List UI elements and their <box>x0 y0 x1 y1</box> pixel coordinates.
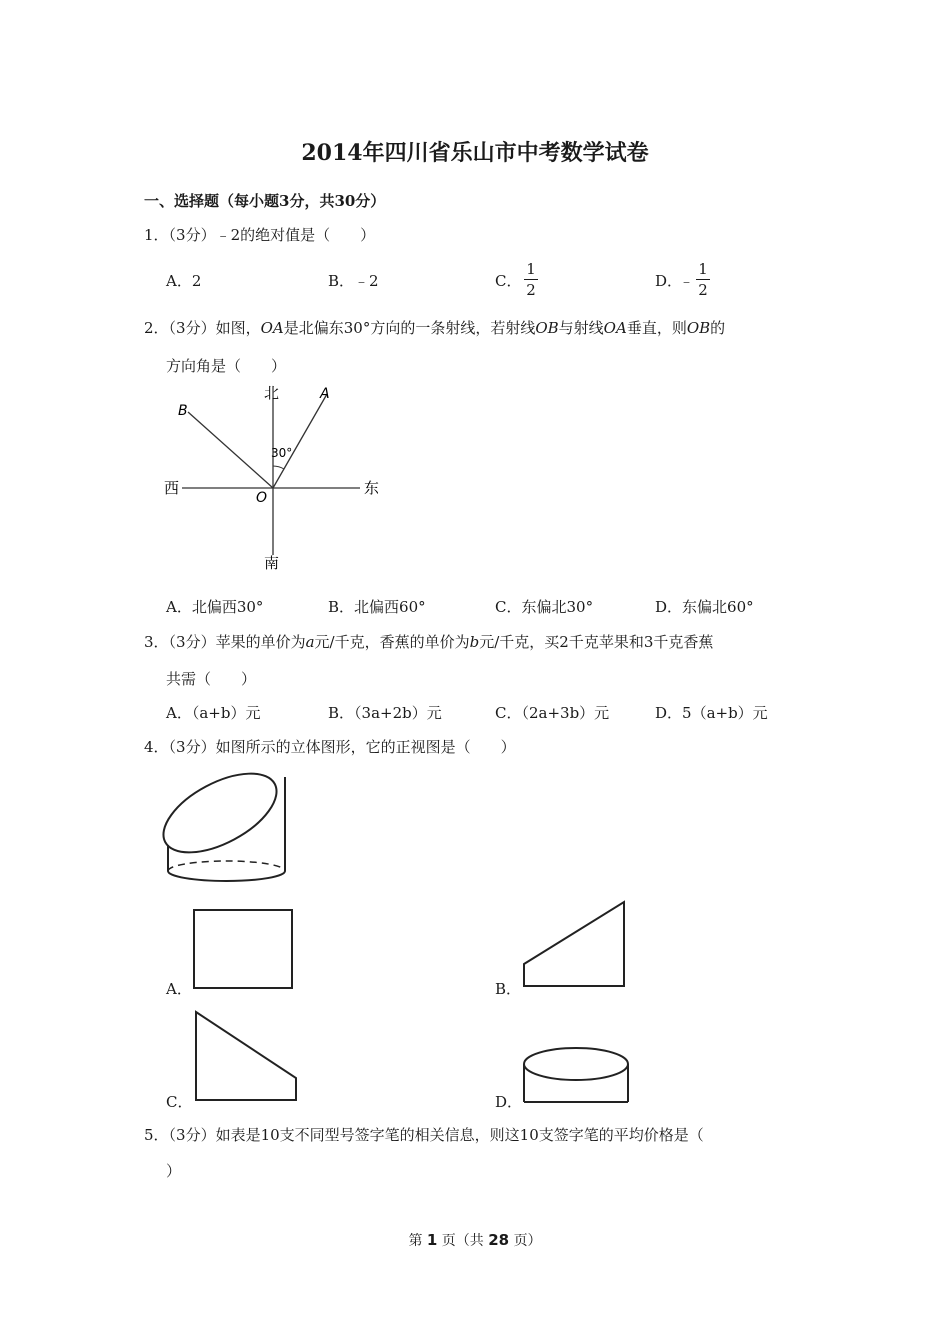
label-a: A <box>320 386 330 402</box>
fraction-numerator: 1 <box>526 260 536 278</box>
ray-ob <box>188 412 273 488</box>
q1-option-b: B．﹣2 <box>328 272 379 290</box>
q4-option-c-trapezoid <box>190 1008 300 1104</box>
label-north: 北 <box>264 384 280 402</box>
q3-option-b: B．（3a+2b）元 <box>328 704 442 722</box>
q1-option-a: A．2 <box>166 272 202 290</box>
question-2-stem-line2: 方向角是（ ） <box>166 357 287 375</box>
question-4-stem: 4．（3分）如图所示的立体图形，它的正视图是（ ） <box>144 738 516 756</box>
q3-option-d: D．5（a+b）元 <box>655 704 768 722</box>
label-south: 南 <box>264 554 280 572</box>
question-5-stem-line2: ） <box>166 1162 182 1180</box>
q4-option-b-trapezoid <box>518 898 630 990</box>
q4-option-a-rectangle <box>190 906 298 992</box>
q2-option-c: C．东偏北30° <box>495 598 594 616</box>
q1-option-d: D． <box>655 272 683 290</box>
question-3-stem-line2: 共需（ ） <box>166 670 257 688</box>
question-3-stem: 3．（3分）苹果的单价为a元/千克，香蕉的单价为b元/千克，买2千克苹果和3千克香蕉 <box>144 633 714 651</box>
q2-option-a: A．北偏西30° <box>166 598 264 616</box>
q1-option-c-fraction <box>524 260 538 299</box>
fraction-numerator: 1 <box>698 260 708 278</box>
truncated-cylinder-figure <box>160 765 295 887</box>
ray-oa <box>273 394 327 488</box>
q2-option-d: D．东偏北60° <box>655 598 754 616</box>
q4-option-c: C． <box>166 1093 193 1111</box>
q4-option-a: A． <box>166 980 192 998</box>
q4-option-d: D． <box>495 1093 523 1111</box>
q4-option-b: B． <box>495 980 522 998</box>
label-east: 东 <box>364 479 380 497</box>
q1-option-d-fraction <box>696 260 710 299</box>
fraction-denominator: 2 <box>698 281 708 299</box>
slanted-top-ellipse <box>160 765 289 869</box>
compass-direction-figure <box>160 380 390 575</box>
question-1-stem: 1．（3分）﹣2的绝对值是（ ） <box>144 226 376 244</box>
base-front-arc <box>168 871 285 881</box>
question-5-stem: 5．（3分）如表是10支不同型号签字笔的相关信息，则这10支签字笔的平均价格是（ <box>144 1126 704 1144</box>
q4-option-d-cylinder <box>518 1044 634 1106</box>
label-o: O <box>256 490 268 506</box>
label-west: 西 <box>164 479 180 497</box>
fraction-denominator: 2 <box>526 281 536 299</box>
q3-option-a: A．（a+b）元 <box>166 704 261 722</box>
q1-option-c: C． <box>495 272 522 290</box>
q2-option-b: B．北偏西60° <box>328 598 426 616</box>
label-angle: 30° <box>271 446 293 460</box>
angle-arc <box>273 466 284 469</box>
page-footer: 第 1 页（共 28 页） <box>408 1231 542 1249</box>
base-hidden-arc <box>168 861 285 871</box>
page-title: 2014年四川省乐山市中考数学试卷 <box>301 140 649 166</box>
question-2-stem: 2．（3分）如图，OA是北偏东30°方向的一条射线，若射线OB与射线OA垂直，则OB的 <box>144 319 726 337</box>
q1-option-d-sign: ﹣ <box>679 272 695 290</box>
q3-option-c: C．（2a+3b）元 <box>495 704 610 722</box>
label-b: B <box>178 403 188 419</box>
section-heading: 一、选择题（每小题3分，共30分） <box>144 192 386 210</box>
